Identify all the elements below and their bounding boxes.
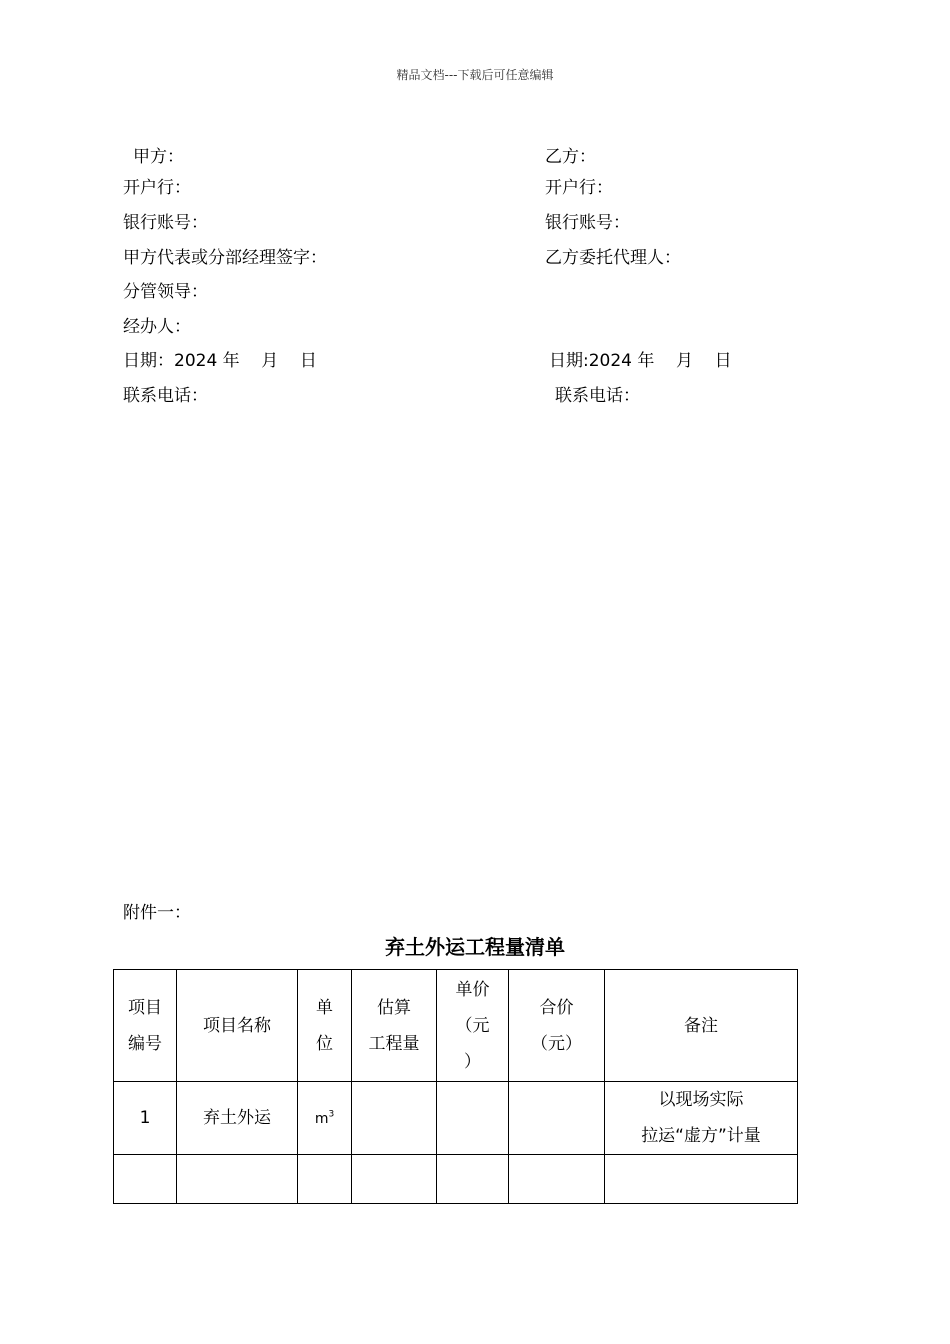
quantity-table — [113, 969, 798, 1204]
party-a-date-label: 日期：2024 年 月 日 — [123, 351, 317, 371]
party-b-phone-label: 联系电话： — [555, 386, 640, 406]
attachment-label: 附件一： — [123, 903, 191, 923]
cell-unit-price — [437, 1155, 509, 1204]
cell-unit-price — [437, 1082, 509, 1155]
party-a-bank-label: 开户行： — [123, 178, 191, 198]
header-remark: 备注 — [605, 970, 798, 1082]
party-a-account-label: 银行账号： — [123, 213, 208, 233]
header-unit-price: 单价 （元 ） — [437, 970, 509, 1082]
cell-quantity — [352, 1082, 437, 1155]
cell-code: 1 — [114, 1082, 177, 1155]
cell-remark: 以现场实际 拉运“虚方”计量 — [605, 1082, 798, 1155]
cell-quantity — [352, 1155, 437, 1204]
party-b-agent-label: 乙方委托代理人： — [545, 248, 681, 268]
party-a-phone-label: 联系电话： — [123, 386, 208, 406]
party-a-rep-label: 甲方代表或分部经理签字： — [123, 248, 327, 268]
cell-unit — [298, 1155, 352, 1204]
party-a-leader-label: 分管领导： — [123, 282, 208, 302]
table-row — [114, 1155, 798, 1204]
cell-remark — [605, 1155, 798, 1204]
header-total-price: 合价 （元） — [509, 970, 605, 1082]
party-b-bank-label: 开户行： — [545, 178, 613, 198]
cell-total-price — [509, 1082, 605, 1155]
header-unit: 单 位 — [298, 970, 352, 1082]
cell-code — [114, 1155, 177, 1204]
header-code: 项目 编号 — [114, 970, 177, 1082]
cell-total-price — [509, 1155, 605, 1204]
header-quantity: 估算 工程量 — [352, 970, 437, 1082]
party-b-name-label: 乙方： — [545, 147, 596, 167]
cell-name: 弃土外运 — [177, 1082, 298, 1155]
attachment-title: 弃土外运工程量清单 — [385, 935, 565, 959]
table-row — [114, 1082, 798, 1155]
party-b-date-label: 日期:2024 年 月 日 — [549, 351, 732, 371]
party-a-handler-label: 经办人： — [123, 317, 191, 337]
table-header-row — [114, 970, 798, 1082]
cell-unit: $m^3$ — [298, 1082, 352, 1155]
party-a-name-label: 甲方： — [133, 147, 184, 167]
cell-name — [177, 1155, 298, 1204]
party-b-account-label: 银行账号： — [545, 213, 630, 233]
page-header: 精品文档---下载后可任意编辑 — [396, 68, 554, 82]
header-name: 项目名称 — [177, 970, 298, 1082]
